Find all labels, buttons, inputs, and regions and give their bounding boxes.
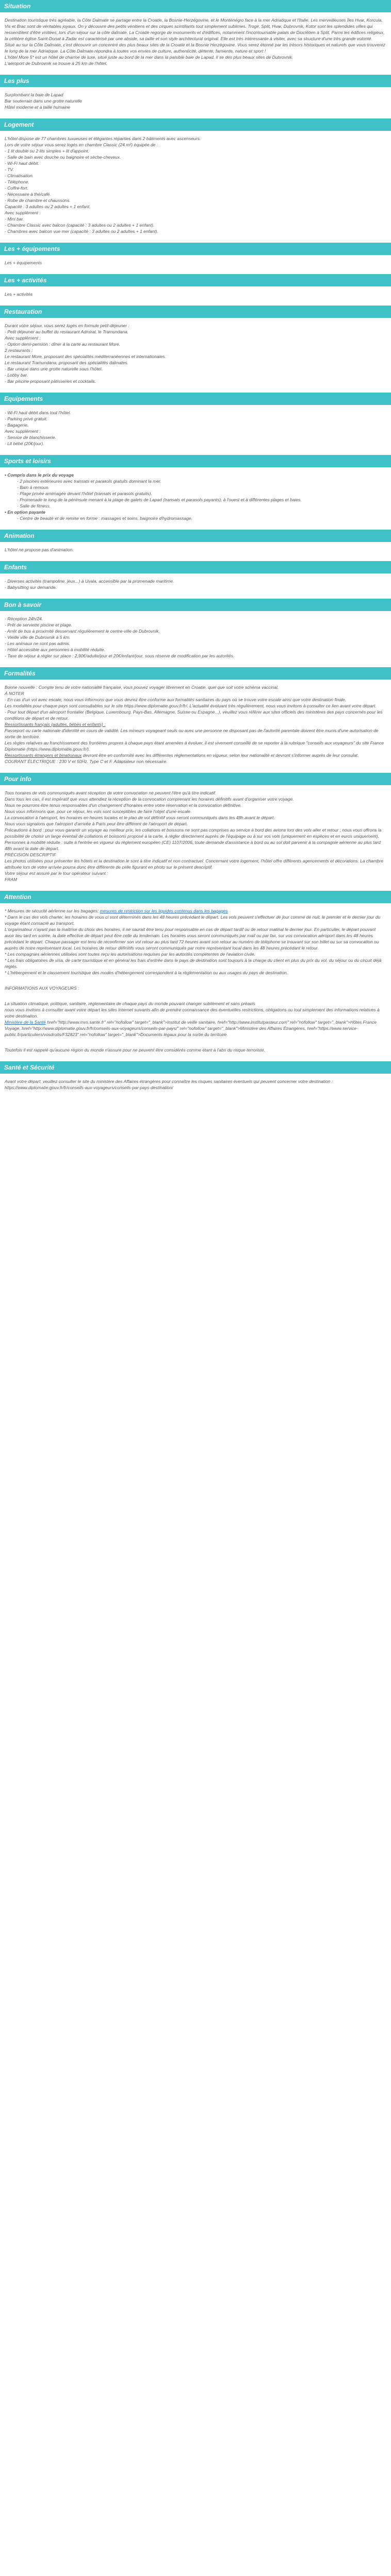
section-title-logement: Logement [0, 118, 391, 131]
logement-paragraph: Avec supplément : - Mini bar. - Chambre Classic avec balcon (capacité : 3 adultes ou 2 adultes + 1 enfant). - Chambres avec balcon vue mer (capacité : 3 adultes ou 2 adultes + 1 enfant). [5, 210, 158, 234]
section-title-pour-info: Pour info [0, 773, 391, 785]
formalites-foreign-paragraph [5, 752, 386, 758]
restauration-paragraph: Durant votre séjour, vous serez logés en formule petit-déjeuner : - Petit déjeuner au buffet du restaurant Admiral, le Tramundana. [5, 323, 129, 334]
section-title-equipements-plus: Les + équipements [0, 243, 391, 255]
section-title-formalites: Formalités [0, 667, 391, 680]
sports-option-label: En option payante [7, 510, 46, 515]
attention-security-line [5, 908, 386, 914]
sports-option-heading: • En option payante [5, 510, 46, 515]
section-body-bon-savoir [0, 611, 391, 660]
pour-info-paragraph: Votre séjour est assuré par le tour opérateur suivant : FRAM [5, 871, 108, 882]
attention-links-text: href="http://www.mvs.sante.fr" rel="nofollow" target="_blank">Institut de veille sanitaire, href="http://www.institutpasteur.com" rel="nofollow" target="_blank">Hôtes France Voyage, href="http://www.diplomatie.gouv.fr/fr/conseils-aux-voyageurs/conseils-par-pays/" rel="nofollow" target="_blank">Ministère des Affaires Étrangères, href="https://www.service-public.fr/particuliers/vosdroits/F32823" rel="nofollow" target="_blank">Documents légaux pour la sortie du territoire. [5, 1020, 378, 1037]
pour-info-paragraph: Personnes à mobilité réduite : suite à l'entrée en vigueur du règlement européen (CE) 1107/2006, toute demande d'assistance à bord ou au sol doit parvenir à la compagnie aérienne au plus tard 48h avant la date de départ. [5, 840, 382, 851]
section-body-attention [0, 903, 391, 1054]
attention-paragraph: La situation climatique, politique, sanitaire, réglementaire de chaque pays du monde pouvant changer subitement et sans préavis nous vous invitons à consulter avant votre départ les sites Internet suivants afin de prendre connaissance des éventuelles restrictions, obligations ou tout simplement des informations relatives à votre destination. [5, 1001, 380, 1019]
animation-text: L'hôtel ne propose pas d'animation. [5, 547, 74, 552]
formalites-paragraph: À NOTER - En cas d'un vol avec escale, nous vous informons que vous devrez être conforme aux formalités sanitaires du pays où se trouve votre escale ainsi que votre destination finale. Les modalités pour chaque pays sont consultables sur le site https://www.diplomatie.gouv.fr/fr/. L'actualité évoluant très régulièrement, nous vous invitons à consulter ce lien avant votre départ. - Pour tout départ d'un aéroport frontalier (Belgique, Luxembourg, Pays-Bas, Allemagne, Suisse ou Espagne...), veuillez vous référer aux sites officiels des ministères des pays concernés pour les conditions de départ et de retour. [5, 691, 383, 721]
attention-paragraph: * L'hébergement et le classement touristique des modes d'hébergement correspondent à la réglementation ou aux usages du pays de destination. [5, 970, 288, 975]
formalites-french-label: Ressortissants français (adultes, bébés et enfants) : [5, 722, 106, 727]
logement-paragraph: Capacité : 3 adultes ou 2 adultes + 1 enfant. [5, 204, 91, 209]
restauration-paragraph: 2 restaurants : Le restaurant More, proposant des spécialités méditerranéennes et internationales. Le restaurant Tramundana, proposant des spécialités dalmates. [5, 348, 166, 365]
section-body-pour-info [0, 785, 391, 884]
situation-paragraph: L'aéroport de Dubrovnik se trouve à 25 km de l'hôtel. [5, 61, 107, 66]
ministere-sante-link[interactable]: Ministère de la Santé [5, 1020, 46, 1025]
section-title-plus: Les plus [0, 75, 391, 87]
section-title-sante: Santé et Sécurité [0, 1061, 391, 1074]
situation-paragraph: Destination touristique très agréable, la Côte Dalmate se partage entre la Croatie, la Bosnie-Herzégovine, et le Monténégro face à la mer Adriatique et l'Italie. Les merveilleuses îles Hvar, Korcula, Vis et Brac sont de véritables joyaux. On y découvre des petits vénitiens et des cirques scintillants tout simplement sublimes. Trogir, Split, Hvar, Dubrovnik, Kotor sont les splendides villes qui ressemblent d'être visitées, lors d'un séjour sur la côte dalmate. La Croatie regorge de monuments et d'édifices, notamment l'incontournable palais de Dioclétien à Split. Parmi les édifices religieux, la célèbre église Saint-Donat à Zadar est caractérisé par une abside, sa taille et son style architectural original. Elle est très intéressante à visiter, avec sa structure d'une très grande volonté. [5, 18, 386, 41]
sante-paragraph: Avant votre départ, veuillez consulter le site du ministère des Affaires étrangères pour connaître les risques sanitaires éventuels qui peuvent concerner votre destination : https://www.diplomatie.gouv.fr/fr/conseils-aux-voyageurs/conseils-par-pays-destination/ [5, 1079, 334, 1090]
sports-included-label: Compris dans le prix du voyage [7, 472, 74, 478]
attention-security-text: * Mesures de sécurité aérienne sur les bagages: [5, 908, 100, 913]
attention-paragraph: * Les frais obligatoires de visa, de carte touristique et en général les frais d'entrée dans le pays de destination sont toujours à la charge du client en plus du prix du vol, du séjour ou du circuit déjà réglés. [5, 958, 383, 969]
attention-links-paragraph [5, 1019, 386, 1038]
logement-paragraph: L'hôtel dispose de 77 chambres luxueuses et élégantes réparties dans 2 bâtiments avec ascenseurs. [5, 136, 201, 141]
section-body-equipements-plus [0, 255, 391, 267]
equipements-plus-text: Les + équipements [5, 260, 42, 265]
pour-info-paragraph: La convocation à l'aéroport, les horaires en heures locales et le plan de vol définitif vous seront communiqués dans les 48h avant le départ. Nous vous signalons que l'aéroport d'arrivée à Paris peut être différent de l'aéroport de départ. Précautions à bord : pour vous garantir un voyage au meilleur prix, les collations et boissons ne sont pas comprises au service à bord des avions lors des vols aller et retour ; nous vous offrons la possibilité de choisir un large éventail de collations et boissons proposé à la carte, à régler directement auprès de l'équipage ou à sur vos vols (uniquement en espèces et en euros uniquement). [5, 815, 382, 839]
section-title-equipements: Equipements [0, 393, 391, 405]
sports-option-list: - Centre de beauté et de remise en forme : massages et soins, baignoire d'hydromassage. [17, 516, 192, 521]
formalites-paragraph: Passeport ou carte nationale d'identité en cours de validité. Les mineurs voyageant seuls ou avec une personne ne disposant pas de l'autorité parentale doivent être munis d'une autorisation de sortie de territoire. Les règles relatives au franchissement des frontières propres à chaque pays étant amenées à évoluer, il est vivement conseillé de se reporter à la rubrique "conseils aux voyageurs" du site France Diplomatie (https://www.diplomatie.gouv.fr/). [5, 728, 384, 752]
formalites-foreign-label: Ressortissants étrangers et binationaux [5, 753, 82, 758]
section-title-activites-plus: Les + activités [0, 274, 391, 286]
equipements-paragraph: Avec supplément : - Service de blanchisserie. - Lit bébé (20€/jour). [5, 429, 56, 446]
restauration-paragraph: - Bar unique dans une grotte naturelle sous l'hôtel. - Lobby bar. - Bar piscine proposant pâtisseries et cocktails. [5, 366, 103, 384]
product-page [0, 0, 391, 1092]
formalites-paragraph: Bonne nouvelle : Compte tenu de votre nationalité française, vous pouvez voyager librement en Croatie, quel que soit votre schéma vaccinal. [5, 685, 279, 690]
activites-plus-text: Les + activités [5, 292, 33, 297]
pour-info-paragraph: PRÉCISION DESCRIPTIF Les photos utilisées pour présenter les hôtels et la destination le sont à titre indicatif et non contractuel. Concernant votre logement, l'hôtel offre différents agencements et décorations. La chambre attribuée lors de votre arrivée pourra donc être différente de celle figurant en photo sur le présent descriptif. [5, 852, 383, 870]
enfants-text: - Diverses activités (trampoline, jeux...) à Uvala, accessible par la promenade maritime. - Babysitting sur demande. [5, 579, 174, 590]
section-title-restauration: Restauration [0, 306, 391, 318]
pour-info-paragraph: Tous horaires de vols communiqués avant réception de votre convocation ne peuvent l'être qu'à titre indicatif. Dans tous les cas, il est impératif que vous attendiez la réception de la convocation comprenant les horaires définitifs avant d'organiser votre voyage. Nous ne pourrons être tenus responsables d'un changement d'horaires entre votre réservation et la convocation définitive. Nous vous informons que, pour ce séjour, les vols sont susceptibles de faire l'objet d'une escale. [5, 790, 294, 814]
section-body-plus [0, 87, 391, 111]
section-body-situation [0, 12, 391, 67]
section-title-attention: Attention [0, 891, 391, 903]
attention-paragraph: INFORMATIONS AUX VOYAGEURS : [5, 986, 79, 991]
situation-paragraph: L'hôtel More 5* est un hôtel de charme de luxe, situé juste au bord de la mer dans la paisible baie de Lapad. Il se des plus beaux sites de Dubrovnik. [5, 55, 294, 60]
situation-paragraph: Situé au sur la Côte Dalmate, c'est découvrir un concentré des plus beaux sites de la Croatie et la Bosnie Herzégovine. Vous serez étonné par les trésors historiques et naturels que vous trouverez le long de la mer Adriatique. La Côte Dalmate répondra à toutes vos envies de culture, authenticité, détente, farniente, nature et sport ! [5, 42, 387, 54]
section-body-equipements [0, 405, 391, 448]
section-title-situation: Situation [0, 0, 391, 12]
plus-list: Surplombant la baie de Lapad Bar souterrain dans une grotte naturelle Hôtel moderne et à taille humaine [5, 92, 82, 110]
sports-included-heading: • Compris dans le prix du voyage [5, 472, 74, 478]
equipements-paragraph: - Wi-Fi haut débit dans tout l'hôtel. - Parking privé gratuit. - Bagagerie. [5, 410, 71, 428]
liquids-restriction-link[interactable]: mesures de restriction sur les liquides contenus dans les bagages [100, 908, 228, 913]
section-body-activites-plus [0, 286, 391, 298]
section-body-enfants [0, 573, 391, 591]
restauration-paragraph: Avec supplément : - Option demi-pension : dîner à la carte au restaurant More. [5, 335, 120, 347]
section-body-restauration [0, 318, 391, 385]
sports-included-list: - 2 piscines extérieures avec transats et parasols gratuits dominant la mer. - Bain à remous. - Plage privée aménagée devant l'hôtel (transats et parasols gratuits). - Promenade le long de la péninsule menant à la plage de galets de Lapad (transats et parasols payants), à l'ouest et à différentes plages et baies. - Salle de fitness. [17, 479, 302, 509]
section-body-logement [0, 131, 391, 235]
attention-paragraph: * Dans le cas des vols charter, les horaires de vous ci sont déterminés dans les 48 heures précédant le départ. Les vols peuvent s'effectuer de jour comme de nuit, le premier et le dernier jour du voyage étant consacré au transport. L'organisateur n'ayant pas la maîtrise du choix des horaires, il ne saurait être tenu pour responsable en cas de départ tardif ou de retour matinal le dernier jour. En particulier, le départ pouvant avoir lieu tard en soirée, la date effective de départ peut être celle du lendemain. Les horaires vous seront communiqués par mail ou par fax, sur vos convocation aéroport dans les 48 heures précédant le départ. Chaque passager est tenu de reconfirmer son vol retour au plus tard 72 heures avant son retour au numéro de téléphone se trouvant sur son billet ou sur sa convocation ou auprès de notre représentant local. Les horaires de retour définitifs vous seront communiqués par notre représentant local dans les 48 heures précédant le retour. * Les compagnies aériennes utilisées sont toutes reçu les autorisations requises par les autorités compétentes de l'aviation civile. [5, 914, 381, 957]
formalites-paragraph: COURANT ÉLECTRIQUE : 230 V et 50Hz. Type C et F. Adaptateur non nécessaire. [5, 759, 168, 764]
formalites-foreign-text: devront être en conformité avec les différentes réglementations en vigueur, selon leur nationalité et devront s'informer auprès de leur consulat. [82, 753, 359, 758]
section-title-sports: Sports et loisirs [0, 455, 391, 467]
logement-paragraph: Lors de votre séjour vous serez logés en chambre Classic (24 m²) équipée de : - 1 lit double ou 2 lits simples + lit d'appoint. - Salle de bain avec douche ou baignoire et sèche-cheveux. - Wi-Fi haut débit. - TV. - Climatisation. - Téléphone. - Coffre-fort. - Nécessaire à thé/café. - Robe de chambre et chaussons. [5, 142, 158, 203]
section-body-formalites [0, 680, 391, 766]
section-body-sports [0, 467, 391, 522]
section-body-animation [0, 542, 391, 554]
attention-paragraph: Toutefois il est rappelé qu'aucune région du monde n'assure pour ne peuvent être considérés comme étant à l'abri du risque terroriste. [5, 1047, 265, 1053]
section-title-enfants: Enfants [0, 561, 391, 573]
bon-savoir-text: - Réception 24h/24. - Prêt de serviette piscine et plage. - Arrêt de bus à proximité desservant régulièrement le centre-ville de Dubrovnik. - Vieille ville de Dubrovnik à 5 km. - Les animaux ne sont pas admis. - Hôtel accessible aux personnes à mobilité réduite. - Taxe de séjour à régler sur place : 2,90€/adulte/jour et 20€/enfant/jour, sous réserve de modification par les autorités. [5, 616, 235, 658]
section-body-sante [0, 1074, 391, 1092]
section-title-animation: Animation [0, 530, 391, 542]
formalites-french-heading [5, 721, 386, 727]
section-title-bon-savoir: Bon à savoir [0, 599, 391, 611]
